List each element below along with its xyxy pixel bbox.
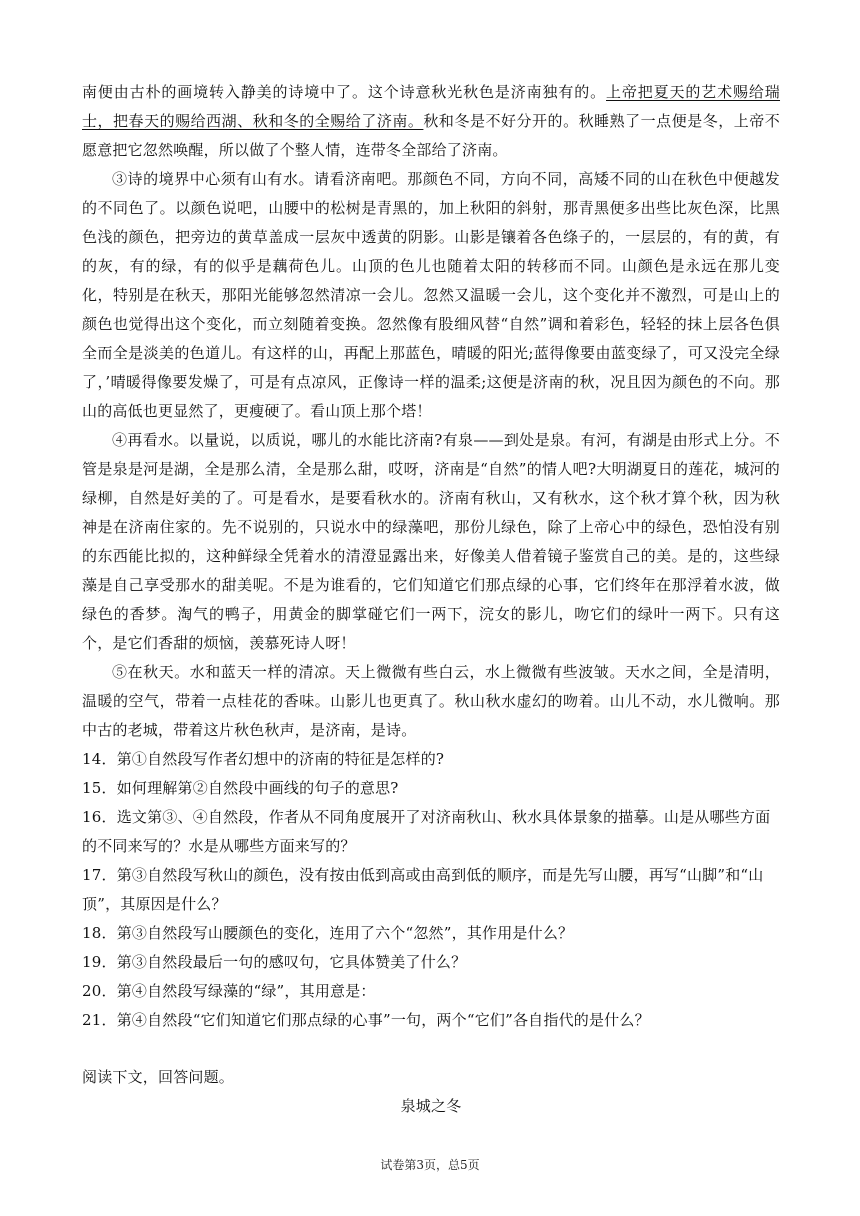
- question-number: 16．: [82, 808, 117, 826]
- passage-paragraph-3: ③诗的境界中心须有山有水。请看济南吧。那颜色不同，方向不同，高矮不同的山在秋色中便越发的不同色了。以颜色说吧，山腰中的松树是青黑的，加上秋阳的斜射，那青黑便多出些比灰色深，比黑色浅的颜色，把旁边的黄草盖成一层灰中透黄的阴影。山影是镶着各色绦子的，一层层的，有的黄，有的灰，有的绿，有的似乎是藕荷色儿。山顶的色儿也随着太阳的转移而不同。山颜色是永远在那儿变化，特别是在秋天，那阳光能够忽然清凉一会儿。忽然又温暖一会儿，这个变化并不激烈，可是山上的颜色也觉得出这个变化，而立刻随着变换。忽然像有股细风替“自然”调和着彩色，轻轻的抹上层各色俱全而全是淡美的色道儿。有这样的山，再配上那蓝色，晴暖的阳光;蓝得像要由蓝变绿了，可又没完全绿了，’晴暖得像要发燥了，可是有点凉风，正像诗一样的温柔;这便是济南的秋，况且因为颜色的不向。那山的高低也更显然了，更瘦硬了。看山顶上那个塔！: [82, 170, 780, 420]
- reading-instruction: 阅读下文，回答问题。: [82, 1068, 235, 1086]
- question-14: [82, 745, 780, 774]
- question-16: [82, 803, 780, 861]
- section-spacer: [82, 1035, 780, 1063]
- question-text: 选文第③、④自然段，作者从不同角度展开了对济南秋山、秋水具体景象的描摹。山是从哪些方面的不同来写的？水是从哪些方面来写的？: [82, 808, 771, 855]
- passage-paragraph-2-continuation: [82, 78, 780, 165]
- page-footer: 试卷第3页，总5页: [380, 1158, 480, 1172]
- question-number: 18．: [82, 924, 117, 942]
- question-text: 如何理解第②自然段中画线的句子的意思?: [116, 779, 399, 797]
- question-text: 第④自然段写绿藻的“绿”，其用意是：: [116, 982, 376, 1000]
- paragraph-text-after-underline: 秋和冬是不好分开的。秋睡熟了一点便是冬，上帝不愿意把它忽然唤醒，所以做了个整人情，连带冬全部给了济南。: [82, 112, 781, 159]
- question-number: 20．: [82, 982, 117, 1000]
- question-text: 第③自然段最后一句的感叹句，它具体赞美了什么？: [116, 953, 467, 971]
- page-content: [82, 78, 780, 1121]
- question-15: [82, 774, 780, 803]
- question-text: 第③自然段写秋山的颜色，没有按由低到高或由高到低的顺序，而是先写山腰，再写“山脚”和“山顶”，其原因是什么？: [82, 866, 764, 913]
- paragraph-text-before-underline: 南便由古朴的画境转入静美的诗境中了。这个诗意秋光秋色是济南独有的。: [82, 83, 607, 101]
- question-number: 17．: [82, 866, 117, 884]
- question-number: 14．: [82, 750, 117, 768]
- question-number: 15．: [82, 779, 117, 797]
- question-number: 21．: [82, 1011, 117, 1029]
- question-21: [82, 1006, 780, 1035]
- question-number: 19．: [82, 953, 117, 971]
- question-text: 第④自然段“它们知道它们那点绿的心事”一句，两个“它们”各自指代的是什么？: [116, 1011, 650, 1029]
- passage-paragraph-4: ④再看水。以量说，以质说，哪儿的水能比济南?有泉——到处是泉。有河，有湖是由形式上分。不管是泉是河是湖，全是那么清，全是那么甜，哎呀，济南是“自然”的情人吧?大明湖夏日的莲花，城河的绿柳，自然是好美的了。可是看水，是要看秋水的。济南有秋山，又有秋水，这个秋才算个秋，因为秋神是在济南住家的。先不说别的，只说水中的绿藻吧，那份儿绿色，除了上帝心中的绿色，恐怕没有别的东西能比拟的，这种鲜绿全凭着水的清澄显露出来，好像美人借着镜子鉴赏自己的美。是的，这些绿藻是自己享受那水的甜美呢。不是为谁看的，它们知道它们那点绿的心事，它们终年在那浮着水波，做绿色的香梦。淘气的鸭子，用黄金的脚掌碰它们一两下，浣女的影儿，吻它们的绿叶一两下。只有这个，是它们香甜的烦恼，羡慕死诗人呀！: [82, 431, 780, 652]
- question-20: [82, 977, 780, 1006]
- next-passage-title: 泉城之冬: [400, 1097, 462, 1115]
- question-18: [82, 919, 780, 948]
- underlined-sentence: 上帝把夏天的艺术赐给瑞士，把春天的赐给西湖、秋和冬的全赐给了济南。: [82, 83, 781, 130]
- question-list: [82, 745, 780, 1035]
- question-text: 第③自然段写山腰颜色的变化，连用了六个“忽然”，其作用是什么？: [116, 924, 574, 942]
- question-19: [82, 948, 780, 977]
- passage-paragraph-5: ⑤在秋天。水和蓝天一样的清凉。天上微微有些白云，水上微微有些波皱。天水之间，全是清明，温暖的空气，带着一点桂花的香味。山影儿也更真了。秋山秋水虚幻的吻着。山儿不动，水儿微响。那中古的老城，带着这片秋色秋声，是济南，是诗。: [82, 663, 780, 739]
- question-17: [82, 861, 780, 919]
- question-text: 第①自然段写作者幻想中的济南的特征是怎样的?: [116, 750, 445, 768]
